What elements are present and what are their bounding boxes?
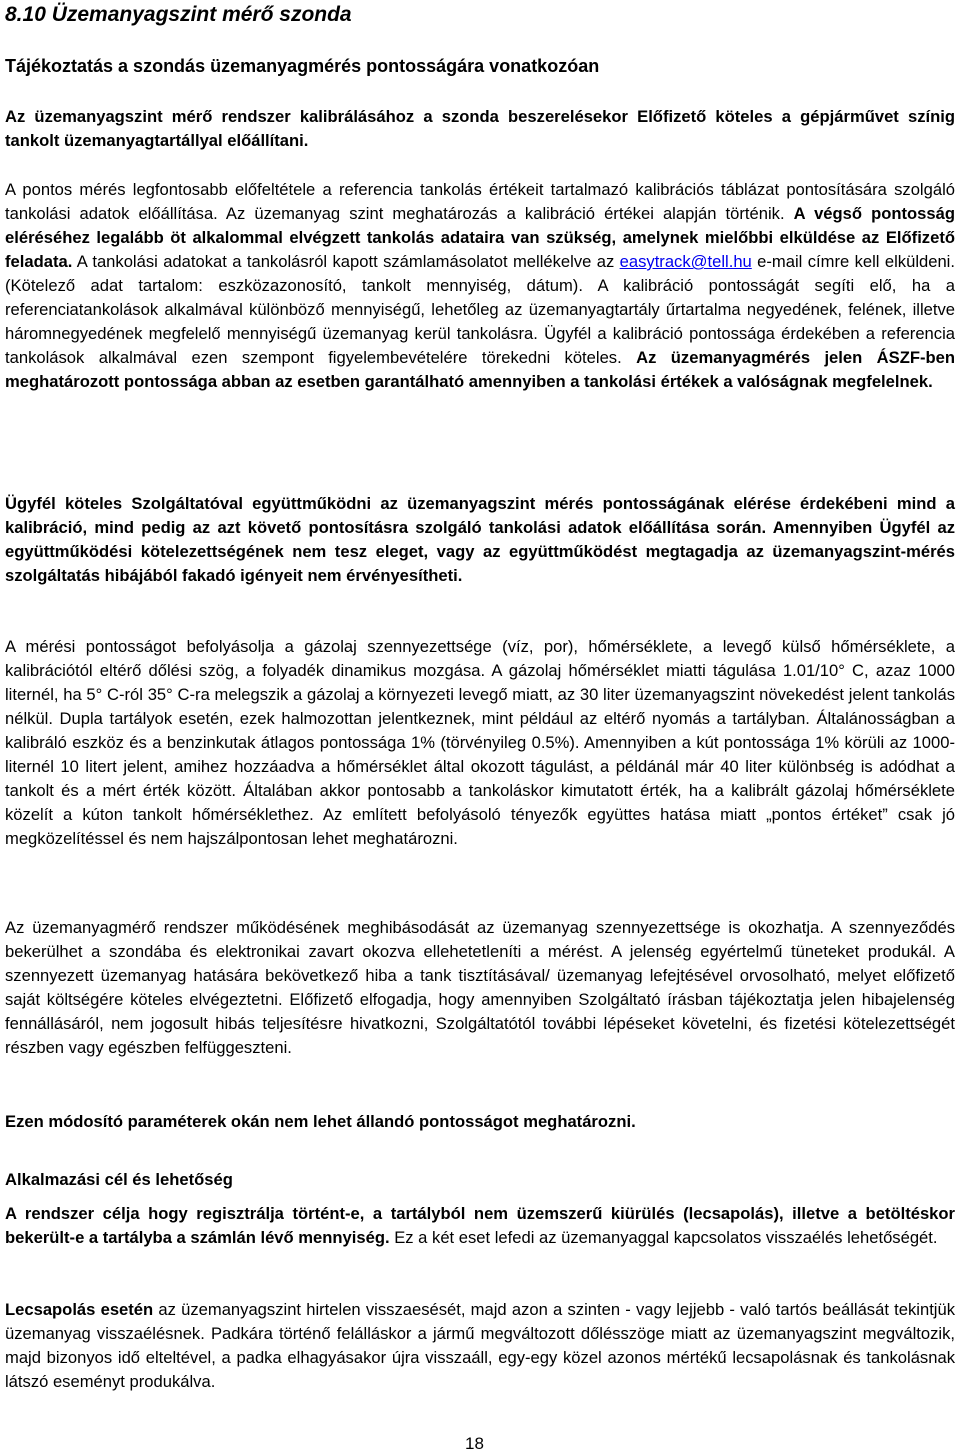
paragraph-cooperation: Ügyfél köteles Szolgáltatóval együttműködni az üzemanyagszint mérés pontosságának elérése érdekébeni mind a kalibráció, mind pedig az azt követő pontosításra szolgáló tankolási adatok előállítása során. Amennyiben Ügyfél az együttműködési kötelezettségének nem tesz eleget, vagy az együttműködést megtagadja az üzemanyagszint-mérés szolgáltatás hibájából fakadó igényeit nem érvényesítheti. [5, 494, 955, 585]
paragraph-no-constant-accuracy: Ezen módosító paraméterek okán nem lehet állandó pontosságot meghatározni. [5, 1112, 636, 1131]
paragraph-influencing-factors: A mérési pontosságot befolyásolja a gázolaj szennyezettsége (víz, por), hőmérséklete, a levegő külső hőmérséklete, a kalibrációtól eltérő dőlési szög, a folyadék dinamikus mozgása. A gázolaj hőmérséklet miatti tágulása 1.01/10° C, azaz 1000 liternél, ha 5° C-ról 35° C-ra melegszik a gázolaj a környezeti levegő miatt, az 30 liter üzemanyagszint növekedést jelent tankolás nélkül. Dupla tartályok esetén, ezek halmozottan jelentkeznek, mint például az eltérő nyomás a tartályban. Általánosságban a kalibráló eszköz és a benzinkutak átlagos pontossága 1% (törvényileg 0.5%). Amennyiben a kút pontossága 1% körüli az 1000-liternél 10 litert jelent, amihez hozzáadva a hőmérséklet által okozott tágulást, a példánál már 40 liter különbség is adódhat a tankolt és a mért érték között. Általában akkor pontosabb a tankoláskor kimutatott érték, ha a kalibrált gázolaj hőmérséklete közelít a kúton tankolt hőmérséklethez. Az említett befolyásoló tényezők együttes hatása miatt „pontos értéket” csak jó megközelítéssel és nem hajszálpontosan lehet meghatározni. [5, 637, 955, 848]
text-span: az üzemanyagszint hirtelen visszaesését, majd azon a szinten - vagy lejjebb - való tartós beállását tekintjük üzemanyag visszaélésnek. Padkára történő felálláskor a jármű megváltozott dőlésszöge miatt az üzemanyagszint megváltozik, majd bizonyos idő elteltével, a padka elhagyásakor újra visszaáll, egy-egy közel azonos mértékű lecsapolásnak és tankolásnak látszó eseményt produkálva. [5, 1300, 956, 1391]
page-number: 18 [465, 1434, 484, 1453]
text-span: Ez a két eset lefedi az üzemanyaggal kapcsolatos visszaélés lehetőségét. [389, 1228, 938, 1247]
paragraph-draining-case [5, 1298, 955, 1394]
email-link[interactable]: easytrack@tell.hu [619, 252, 752, 271]
text-span-bold: Az üzemanyagmérés jelen ÁSZF-ben meghatározott pontossága abban az esetben garantálható amennyiben a tankolási értékek a valóságnak megfelelnek. [5, 348, 955, 391]
text-span: e-mail címre kell elküldeni. (Kötelező adat tartalom: eszközazonosító, tankolt mennyiség, dátum). A kalibráció pontosságát segíti elő, ha a referenciatankolások alkalmával különböző mennyiségű, lehetőleg az üzemanyagtartály űrtartalma negyedének, felének, illetve háromnegyedének megfelelő mennyiségű üzemanyag kerül tankolásra. Ügyfél a kalibráció pontossága érdekében a referencia tankolások alkalmával ezen szempont figyelembevételére törekedni köteles. [5, 252, 955, 367]
section-subtitle: Tájékoztatás a szondás üzemanyagmérés pontosságára vonatkozóan [5, 56, 600, 76]
text-span-bold: Lecsapolás esetén [5, 1300, 154, 1319]
text-span-bold: A végső pontosság eléréséhez legalább öt alkalommal elvégzett tankolás adataira van szükség, amelynek mielőbbi elküldése az Előfizető feladata. [5, 204, 955, 271]
text-span: A tankolási adatokat a tankolásról kapott számlamásolatot mellékelve az [72, 252, 620, 271]
paragraph-calibration-requirement: Az üzemanyagszint mérő rendszer kalibrálásához a szonda beszerelésekor Előfizető köteles a gépjárművet színig tankolt üzemanyagtartállyal előállítani. [5, 107, 955, 150]
paragraph-system-purpose [5, 1202, 955, 1250]
heading-application-purpose: Alkalmazási cél és lehetőség [5, 1170, 233, 1189]
section-title: 8.10 Üzemanyagszint mérő szonda [5, 3, 352, 26]
paragraph-contamination: Az üzemanyagmérő rendszer működésének meghibásodását az üzemanyag szennyezettsége is okozhatja. A szennyeződés bekerülhet a szondába és elektronikai zavart okozva ellehetetleníti a mérést. A jelenség egyértelmű tüneteket produkál. A szennyezett üzemanyag hatására bekövetkező hiba a tank tisztításával/ üzemanyag lefejtésével orvosolható, melyet előfizető saját költségére köteles elvégeztetni. Előfizető elfogadja, hogy amennyiben Szolgáltató írásban tájékoztatja jelen hibajelenség fennállásáról, nem jogosult hibás teljesítésre hivatkozni, Szolgáltatótól további lépéseket követelni, és fizetési kötelezettségét részben vagy egészben felfüggeszteni. [5, 918, 955, 1057]
text-span: A pontos mérés legfontosabb előfeltétele a referencia tankolás értékeit tartalmazó kalibrációs táblázat pontosítására szolgáló tankolási adatok előállítása. Az üzemanyag szint meghatározás a kalibráció értékei alapján történik. [5, 180, 955, 223]
paragraph-accuracy-details [5, 178, 955, 394]
text-span-bold: A rendszer célja hogy regisztrálja történt-e, a tartályból nem üzemszerű kiürülés (lecsapolás), illetve a betöltéskor bekerült-e a tartályba a számlán lévő mennyiség. [5, 1204, 955, 1247]
